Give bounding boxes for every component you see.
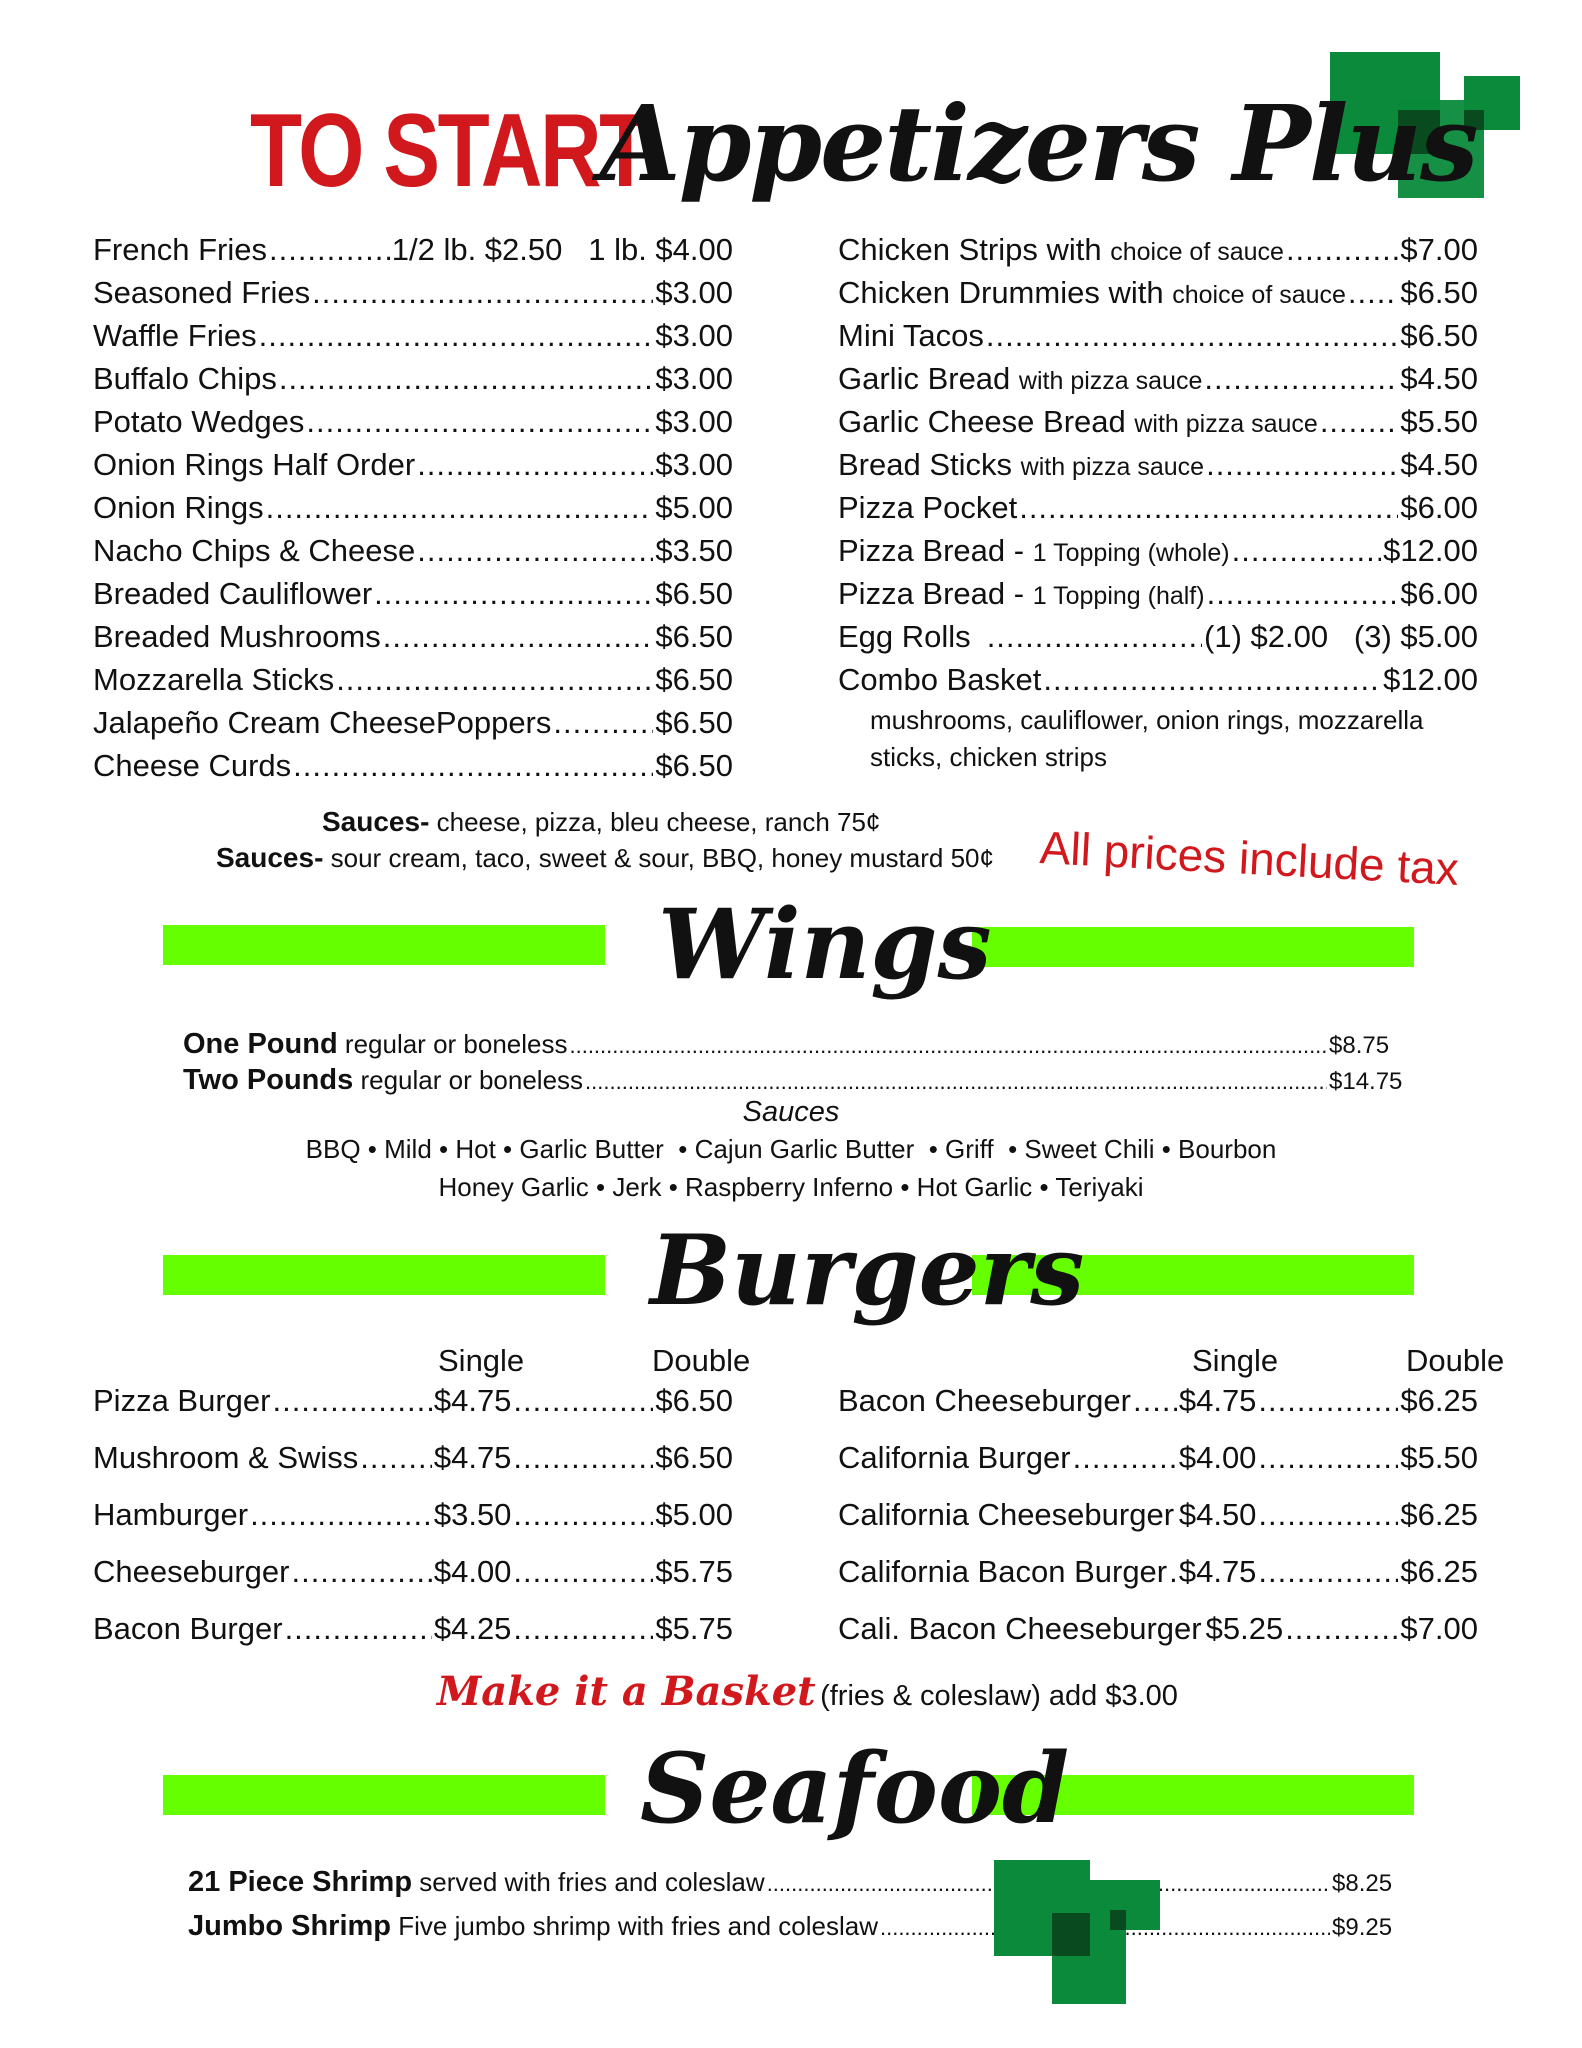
menu-item — [93, 314, 733, 357]
item-price: $6.00 — [1400, 490, 1478, 525]
appetizers-left-list — [93, 228, 733, 787]
item-name: Jumbo Shrimp — [188, 1910, 392, 1942]
item-note: with pizza sauce — [1018, 367, 1203, 395]
item-name: California Burger — [838, 1440, 1071, 1475]
menu-item — [838, 572, 1478, 615]
menu-item — [93, 572, 733, 615]
item-price: $5.50 — [1400, 404, 1478, 439]
item-price: $4.50 — [1400, 361, 1478, 396]
menu-item — [838, 1543, 1478, 1600]
item-single: $4.75 — [433, 1383, 512, 1418]
sauces-line-1 — [322, 806, 880, 838]
item-price: $4.50 — [1400, 447, 1478, 482]
item-name: Bacon Burger — [93, 1611, 283, 1646]
item-note: 1 Topping (whole) — [1032, 539, 1230, 567]
item-double: $6.50 — [655, 1383, 733, 1418]
leader-dots — [293, 744, 653, 787]
menu-item — [93, 658, 733, 701]
menu-item — [93, 1429, 733, 1486]
menu-item — [93, 744, 733, 787]
burgers-right-list — [838, 1372, 1478, 1657]
item-name: Bread Sticks — [838, 447, 1013, 482]
item-note: regular or boneless — [344, 1029, 568, 1059]
menu-item — [93, 486, 733, 529]
menu-item — [93, 615, 733, 658]
wings-list — [183, 1026, 1405, 1098]
item-note: served with fries and coleslaw — [419, 1867, 765, 1897]
item-price: $5.00 — [655, 490, 733, 525]
menu-item — [93, 357, 733, 400]
menu-item — [838, 443, 1478, 486]
item-double: $5.50 — [1400, 1440, 1478, 1475]
wings-sauces-line-2: Honey Garlic • Jerk • Raspberry Inferno • Hot Garlic • Teriyaki — [438, 1172, 1144, 1202]
appetizers-right-list — [838, 228, 1478, 775]
leader-dots — [1043, 658, 1381, 701]
burgers-col-double-left: Double — [652, 1343, 751, 1378]
item-note: choice of sauce — [1172, 281, 1346, 309]
item-name: Waffle Fries — [93, 318, 257, 353]
item-note: with pizza sauce — [1134, 410, 1318, 438]
basket-label: Make it a Basket — [437, 1668, 816, 1715]
item-price: $12.00 — [1383, 662, 1478, 697]
burgers-col-single-left: Single — [438, 1343, 525, 1378]
section-bar-left — [163, 925, 605, 965]
item-name: Jalapeño Cream CheesePoppers — [93, 705, 552, 740]
item-note: with pizza sauce — [1020, 453, 1205, 481]
item-name: Mushroom & Swiss — [93, 1440, 359, 1475]
menu-item — [93, 400, 733, 443]
item-name: Chicken Strips with — [838, 232, 1102, 267]
menu-item — [183, 1026, 1405, 1062]
leader-dots — [513, 1486, 653, 1543]
decor-square-overlap-2 — [1110, 1910, 1126, 1930]
item-name: Cheese Curds — [93, 748, 292, 783]
item-price: $14.75 — [1329, 1068, 1403, 1095]
item-price: $6.50 — [655, 748, 733, 783]
menu-item — [93, 1600, 733, 1657]
item-note: Five jumbo shrimp with fries and coleslaw — [398, 1911, 878, 1941]
item-single: $5.25 — [1205, 1611, 1284, 1646]
menu-item — [93, 228, 733, 271]
item-price: $6.00 — [1400, 576, 1478, 611]
leader-dots — [1258, 1543, 1398, 1600]
sauces-text: cheese, pizza, bleu cheese, ranch 75¢ — [436, 807, 881, 837]
item-name: Seasoned Fries — [93, 275, 311, 310]
item-price: $6.50 — [1400, 275, 1478, 310]
menu-item — [183, 1062, 1405, 1098]
leader-dots — [383, 615, 654, 658]
leader-dots — [285, 1600, 432, 1657]
leader-dots — [1133, 1372, 1177, 1429]
leader-dots — [291, 1543, 431, 1600]
leader-dots — [569, 1028, 1327, 1064]
item-double: $6.25 — [1400, 1383, 1478, 1418]
menu-item — [93, 701, 733, 744]
leader-dots — [1320, 400, 1399, 443]
menu-item — [93, 1486, 733, 1543]
item-name: Mini Tacos — [838, 318, 984, 353]
item-name: Pizza Pocket — [838, 490, 1018, 525]
item-price: $9.25 — [1332, 1914, 1393, 1941]
item-name: Cheeseburger — [93, 1554, 290, 1589]
item-name: Onion Rings — [93, 490, 264, 525]
menu-item — [838, 228, 1478, 271]
leader-dots — [1285, 1600, 1398, 1657]
item-price: $6.50 — [655, 619, 733, 654]
menu-item — [838, 1600, 1478, 1657]
item-single: $4.75 — [1178, 1554, 1257, 1589]
item-price: $6.50 — [655, 705, 733, 740]
wings-sauces-line-1: BBQ • Mild • Hot • Garlic Butter • Cajun Garlic Butter • Griff • Sweet Chili • Bourbon — [305, 1134, 1277, 1164]
leader-dots — [1232, 529, 1382, 572]
menu-item — [188, 1904, 1394, 1948]
menu-item — [838, 1429, 1478, 1486]
leader-dots — [553, 701, 653, 744]
item-name: Breaded Cauliflower — [93, 576, 373, 611]
item-price: $3.00 — [655, 361, 733, 396]
item-name: Combo Basket — [838, 662, 1042, 697]
item-double: $6.50 — [655, 1440, 733, 1475]
leader-dots — [986, 314, 1399, 357]
item-price: $7.00 — [1400, 232, 1478, 267]
item-double: $6.25 — [1400, 1497, 1478, 1532]
sauces-line-2 — [216, 842, 994, 874]
menu-item — [838, 529, 1478, 572]
menu-item — [838, 1372, 1478, 1429]
menu-item — [93, 271, 733, 314]
menu-item — [838, 314, 1478, 357]
menu-item — [188, 1860, 1394, 1904]
item-double: $5.75 — [655, 1611, 733, 1646]
leader-dots — [1258, 1429, 1398, 1486]
item-double: $7.00 — [1400, 1611, 1478, 1646]
burgers-col-double-right: Double — [1406, 1343, 1505, 1378]
item-name: California Bacon Burger — [838, 1554, 1168, 1589]
leader-dots — [987, 615, 1202, 658]
leader-dots — [374, 572, 653, 615]
item-price: $8.75 — [1329, 1032, 1390, 1059]
item-note: 1 Topping (half) — [1032, 582, 1205, 610]
menu-item — [838, 400, 1478, 443]
item-price: $12.00 — [1383, 533, 1478, 568]
seafood-list — [188, 1860, 1394, 1948]
item-single: $4.00 — [1178, 1440, 1257, 1475]
menu-item — [93, 529, 733, 572]
leader-dots — [272, 1372, 431, 1429]
item-name: Buffalo Chips — [93, 361, 277, 396]
wings-sauces-heading: Sauces — [742, 1096, 840, 1128]
leader-dots — [1258, 1486, 1398, 1543]
leader-dots — [417, 443, 653, 486]
item-name: Potato Wedges — [93, 404, 305, 439]
item-price: $3.00 — [655, 404, 733, 439]
item-price: $3.50 — [655, 533, 733, 568]
menu-item — [838, 357, 1478, 400]
leader-dots — [513, 1543, 653, 1600]
item-name: Two Pounds — [183, 1064, 354, 1096]
item-name: Garlic Bread — [838, 361, 1011, 396]
leader-dots — [1176, 1486, 1177, 1543]
item-name: Cali. Bacon Cheeseburger — [838, 1611, 1202, 1646]
item-single: $4.00 — [433, 1554, 512, 1589]
burgers-left-list — [93, 1372, 733, 1657]
item-name: One Pound — [183, 1028, 338, 1060]
leader-dots — [1169, 1543, 1177, 1600]
item-note: regular or boneless — [360, 1065, 584, 1095]
combo-note-1: mushrooms, cauliflower, onion rings, mozzarella — [870, 705, 1424, 735]
item-single: $4.25 — [433, 1611, 512, 1646]
item-name: Bacon Cheeseburger — [838, 1383, 1131, 1418]
leader-dots — [1207, 572, 1399, 615]
burgers-col-single-right: Single — [1192, 1343, 1279, 1378]
leader-dots — [417, 529, 653, 572]
item-double: $5.75 — [655, 1554, 733, 1589]
sauces-label: Sauces- — [322, 806, 430, 837]
leader-dots — [306, 400, 653, 443]
section-bar-left — [163, 1255, 605, 1295]
leader-dots — [312, 271, 653, 314]
item-single: $4.75 — [1178, 1383, 1257, 1418]
menu-item — [838, 615, 1478, 658]
item-price: $3.00 — [655, 447, 733, 482]
sauces-text: sour cream, taco, sweet & sour, BBQ, honey mustard 50¢ — [330, 843, 994, 873]
item-name: 21 Piece Shrimp — [188, 1866, 413, 1898]
item-double: $6.25 — [1400, 1554, 1478, 1589]
section-title-wings: Wings — [658, 888, 992, 1001]
header-title-red: TO START — [250, 93, 649, 209]
item-name: Nacho Chips & Cheese — [93, 533, 416, 568]
item-double: $5.00 — [655, 1497, 733, 1532]
leader-dots — [513, 1372, 653, 1429]
section-title-burgers: Burgers — [650, 1214, 1085, 1327]
header-title-script: Appetizers Plus — [600, 82, 1477, 205]
item-price: $6.50 — [1400, 318, 1478, 353]
item-name: French Fries — [93, 232, 267, 267]
item-name: Chicken Drummies with — [838, 275, 1164, 310]
menu-item — [93, 1543, 733, 1600]
leader-dots — [585, 1064, 1327, 1100]
item-name: Pizza Burger — [93, 1383, 271, 1418]
item-price: (1) $2.00 (3) $5.00 — [1204, 619, 1478, 654]
section-bar-left — [163, 1775, 605, 1815]
section-title-seafood: Seafood — [640, 1732, 1070, 1845]
item-single: $4.50 — [1178, 1497, 1257, 1532]
leader-dots — [360, 1429, 432, 1486]
menu-item — [838, 1486, 1478, 1543]
basket-text: (fries & coleslaw) add $3.00 — [820, 1680, 1178, 1712]
combo-note-2: sticks, chicken strips — [870, 742, 1107, 772]
item-name: Pizza Bread - — [838, 533, 1025, 568]
item-single: $4.75 — [433, 1440, 512, 1475]
leader-dots — [1258, 1372, 1398, 1429]
item-name: Onion Rings Half Order — [93, 447, 416, 482]
leader-dots — [269, 228, 390, 271]
leader-dots — [336, 658, 653, 701]
section-bar-right — [972, 927, 1414, 967]
item-price: $6.50 — [655, 662, 733, 697]
item-name: California Cheeseburger — [838, 1497, 1175, 1532]
menu-item — [838, 658, 1478, 701]
leader-dots — [1286, 228, 1398, 271]
leader-dots — [1019, 486, 1398, 529]
leader-dots — [1073, 1429, 1177, 1486]
item-name: Mozzarella Sticks — [93, 662, 335, 697]
item-price: 1/2 lb. $2.50 1 lb. $4.00 — [391, 232, 733, 267]
leader-dots — [266, 486, 654, 529]
menu-item — [93, 443, 733, 486]
leader-dots — [513, 1429, 653, 1486]
leader-dots — [1348, 271, 1399, 314]
leader-dots — [259, 314, 654, 357]
leader-dots — [1204, 357, 1398, 400]
item-price: $6.50 — [655, 576, 733, 611]
leader-dots — [250, 1486, 432, 1543]
item-name: Pizza Bread - — [838, 576, 1025, 611]
item-name: Hamburger — [93, 1497, 249, 1532]
leader-dots — [513, 1600, 653, 1657]
menu-item — [838, 486, 1478, 529]
menu-item — [838, 271, 1478, 314]
sauces-label: Sauces- — [216, 842, 324, 873]
item-name: Breaded Mushrooms — [93, 619, 381, 654]
item-price: $3.00 — [655, 275, 733, 310]
item-name: Egg Rolls — [838, 619, 971, 654]
leader-dots — [1206, 443, 1398, 486]
menu-item — [93, 1372, 733, 1429]
basket-line — [437, 1668, 1178, 1715]
item-single: $3.50 — [433, 1497, 512, 1532]
item-price: $8.25 — [1332, 1870, 1393, 1897]
item-note: choice of sauce — [1110, 238, 1284, 266]
leader-dots — [279, 357, 654, 400]
item-name: Garlic Cheese Bread — [838, 404, 1126, 439]
item-price: $3.00 — [655, 318, 733, 353]
tax-note: All prices include tax — [1038, 821, 1461, 895]
decor-square-overlap — [1052, 1913, 1090, 1956]
